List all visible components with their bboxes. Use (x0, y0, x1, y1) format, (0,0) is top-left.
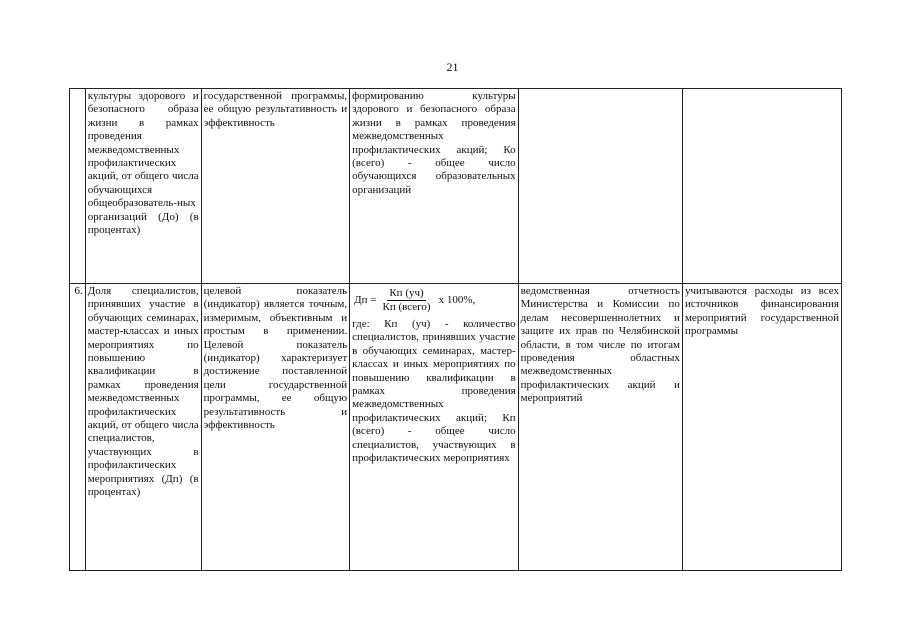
notes-cell: учитываются расходы из всех источников финансирования мероприятий государственной программы (682, 284, 841, 571)
calculation-method-cell: формированию культуры здорового и безопасного образа жизни в рамках проведения межведомственных профилактических акций; Ко (всего) - общее число обучающихся образовательных организаций (350, 89, 519, 284)
table-row (70, 89, 842, 284)
formula-lhs: Дп = (354, 293, 377, 306)
table-row (70, 284, 842, 571)
calculation-method-cell (350, 284, 519, 571)
indicator-name-cell: культуры здорового и безопасного образа жизни в рамках проведения межведомственных профилактических акций, от общего числа обучающихся общеобразователь-ных организаций (До) (в процентах) (85, 89, 201, 284)
formula (354, 287, 516, 314)
row-number-cell (70, 89, 86, 284)
formula-fraction (380, 287, 432, 314)
indicator-name-cell: Доля специалистов, принявших участие в обучающих семинарах, мастер-классах и иных мероприятиях по повышению квалификации в рамках проведения межведомственных профилактических акций, от общего числа специалистов, участвующих в профилактических мероприятиях (Дп) (в процентах) (85, 284, 201, 571)
formula-numerator: Кп (уч) (389, 287, 424, 299)
data-source-cell (518, 89, 682, 284)
data-source-cell: ведомственная отчетность Министерства и Комиссии по делам несовершеннолетних и защите их прав по Челябинской области, в том числе по итогам проведения областных межведомственных профилактических акций и мероприятий (518, 284, 682, 571)
indicator-description-cell: государственной программы, ее общую результативность и эффективность (201, 89, 350, 284)
indicator-description-cell: целевой показатель (индикатор) является точным, измеримым, объективным и простым в применении. Целевой показатель (индикатор) характеризует достижение поставленной цели государственной программы, ее общую результативность и эффективность (201, 284, 350, 571)
indicators-table (69, 88, 842, 571)
row-number-cell: 6. (70, 284, 86, 571)
notes-cell (682, 89, 841, 284)
formula-denominator: Кп (всего) (382, 301, 431, 313)
calculation-method-text: где: Кп (уч) - количество специалистов, принявших участие в обучающих семинарах, мастер-классах и иных мероприятиях по повышению квалификации в рамках проведения межведомственных профилактических акций; Кп (всего) - общее число специалистов, участвующих в профилактических мероприятиях (352, 318, 516, 465)
formula-rhs: x 100%, (438, 293, 476, 306)
page-number: 21 (446, 60, 459, 74)
